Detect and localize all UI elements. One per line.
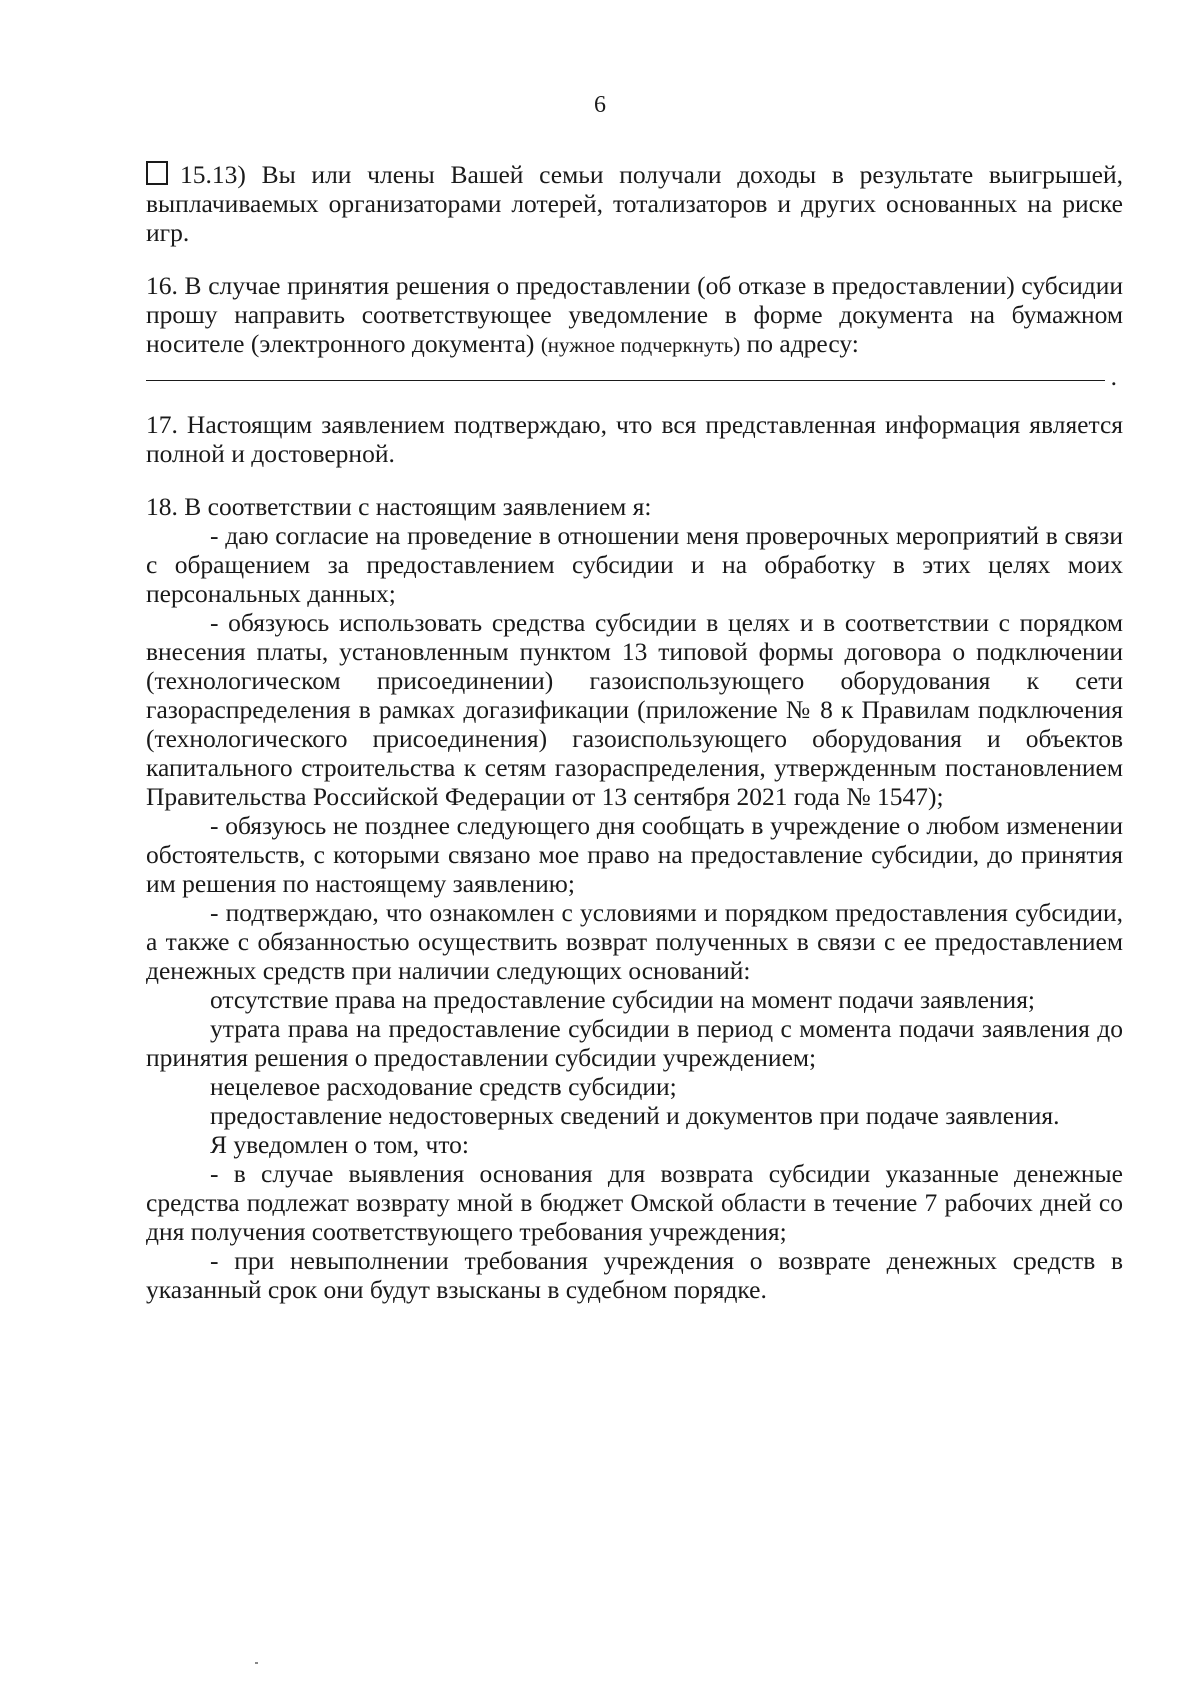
item-18-obligation-use: - обязуюсь использовать средства субсидии в целях и в соответствии с порядком внесения платы, установленным пунктом 13 типовой формы договора о подключении (технологическом присоединении) газоиспользующего оборудования к сети газораспределения в рамках догазификации (приложение № 8 к Правилам подключения (технологического присоединения) газоиспользующего оборудования и объектов капитального строительства к сетям газораспределения, утвержденным постановлением Правительства Российской Федерации от 13 сентября 2021 года № 1547);: [146, 608, 1123, 811]
address-line-end: .: [1110, 362, 1117, 391]
item-17: 17. Настоящим заявлением подтверждаю, что вся представленная информация является полной и достоверной.: [146, 410, 1123, 468]
notified-item: - в случае выявления основания для возврата субсидии указанные денежные средства подлежат возврату мной в бюджет Омской области в течение 7 рабочих дней со дня получения соответствующего требования учреждения;: [146, 1159, 1123, 1246]
item-15-13: [146, 160, 1123, 247]
ground-item: предоставление недостоверных сведений и документов при подаче заявления.: [210, 1101, 1060, 1130]
ground-item: отсутствие права на предоставление субсидии на момент подачи заявления;: [210, 985, 1036, 1014]
scan-speck: [255, 1662, 258, 1664]
address-field[interactable]: [146, 364, 1123, 392]
item-16-hint: (нужное подчеркнуть): [540, 333, 741, 357]
document-body: [146, 160, 1123, 1304]
ground-item: нецелевое расходование средств субсидии;: [210, 1072, 677, 1101]
address-underline: [146, 380, 1105, 381]
ground-item: утрата права на предоставление субсидии в период с момента подачи заявления до принятия решения о предоставлении субсидии учреждением;: [146, 1014, 1123, 1072]
item-16: [146, 271, 1123, 392]
item-15-13-text: 15.13) Вы или члены Вашей семьи получали доходы в результате выигрышей, выплачиваемых организаторами лотерей, тотализаторов и других основанных на риске игр.: [146, 160, 1123, 247]
item-18-consent: - даю согласие на проведение в отношении меня проверочных мероприятий в связи с обращением за предоставлением субсидии и на обработку в этих целях моих персональных данных;: [146, 521, 1123, 608]
item-16-text: 16. В случае принятия решения о предоставлении (об отказе в предоставлении) субсидии прошу направить соответствующее уведомление в форме документа на бумажном носителе (электронного документа) (нужное подчеркнуть) по адресу:: [146, 271, 1123, 358]
page-number: 6: [594, 92, 606, 118]
item-18-obligation-notify: - обязуюсь не позднее следующего дня сообщать в учреждение о любом изменении обстоятельств, с которыми связано мое право на предоставление субсидии, до принятия им решения по настоящему заявлению;: [146, 811, 1123, 898]
notified-heading: Я уведомлен о том, что:: [210, 1130, 469, 1159]
item-15-13-checkbox[interactable]: [146, 161, 168, 185]
item-18-heading: 18. В соответствии с настоящим заявлением я:: [146, 492, 652, 521]
notified-item: - при невыполнении требования учреждения о возврате денежных средств в указанный срок они будут взысканы в судебном порядке.: [146, 1246, 1123, 1304]
item-18-confirm: - подтверждаю, что ознакомлен с условиями и порядком предоставления субсидии, а также с обязанностью осуществить возврат полученных в связи с ее предоставлением денежных средств при наличии следующих оснований:: [146, 898, 1123, 985]
